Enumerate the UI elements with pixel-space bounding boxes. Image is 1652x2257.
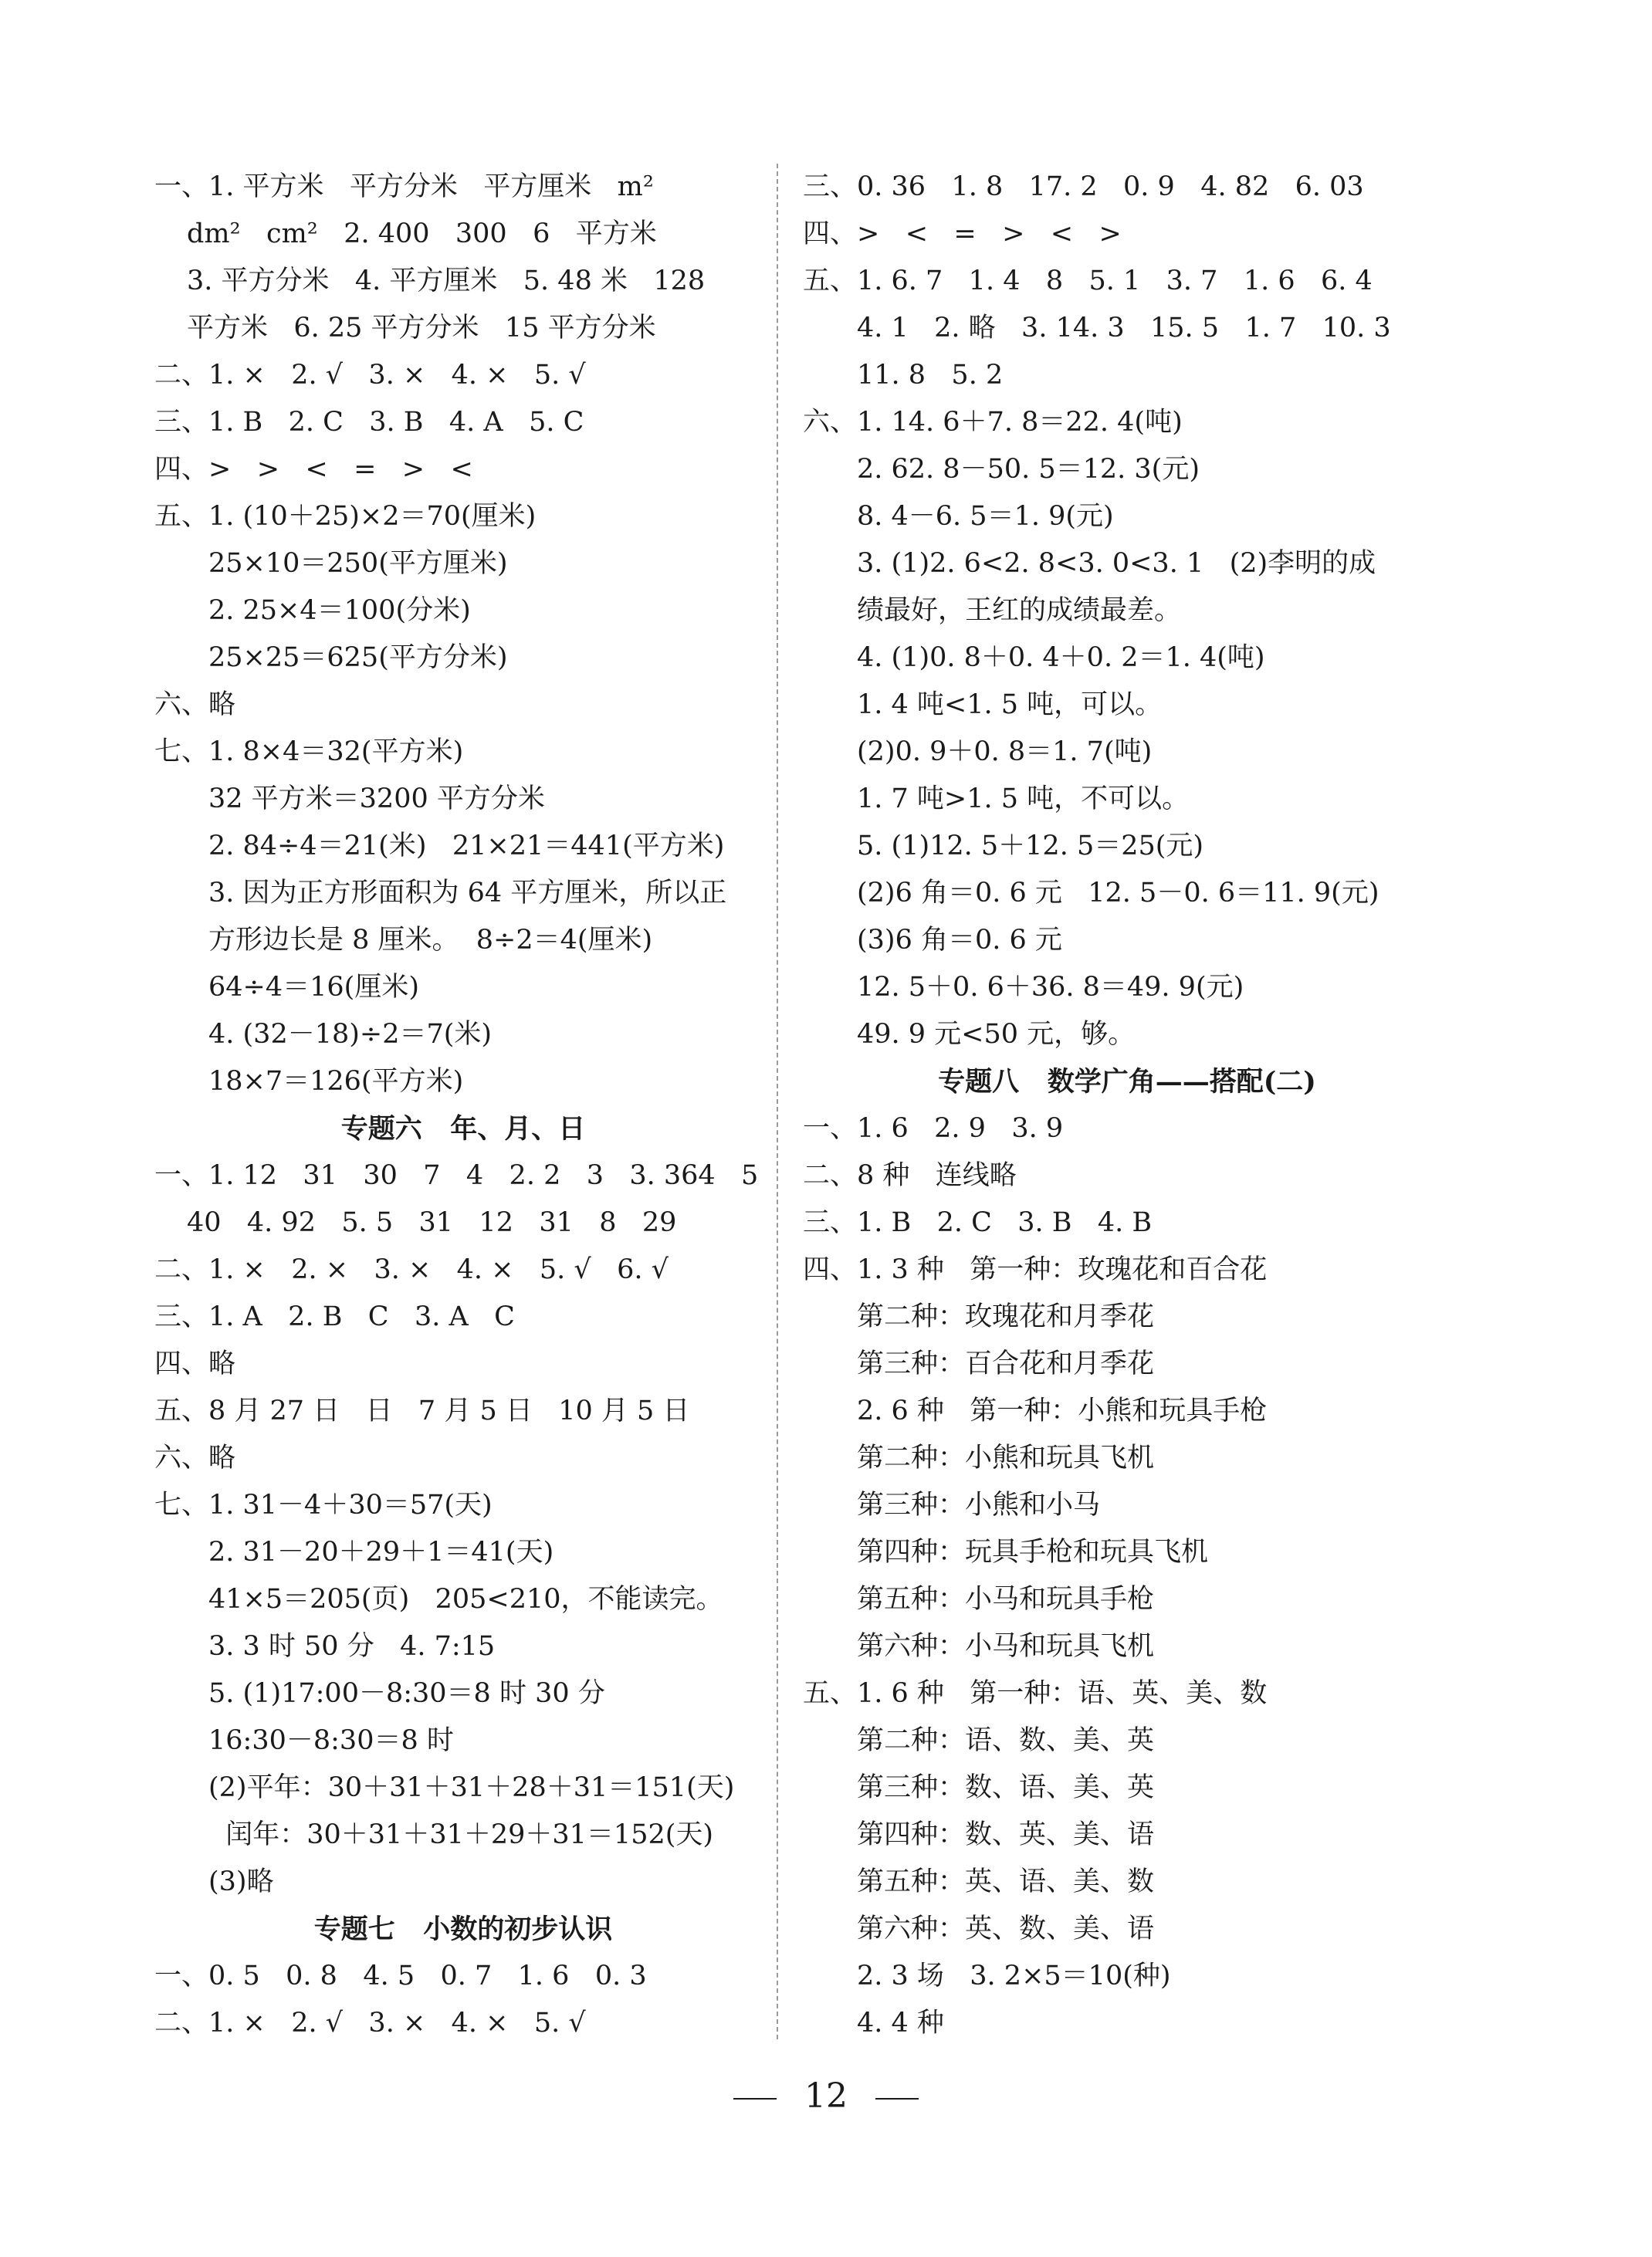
answer-line: 1. 7 吨>1. 5 吨，不可以。 — [857, 783, 1190, 814]
answer-line: 第三种：数、语、美、英 — [857, 1772, 1155, 1803]
answer-line: 五、1. 6 种 第一种：语、英、美、数 — [803, 1678, 1268, 1709]
answer-line: 第四种：数、英、美、语 — [857, 1819, 1155, 1850]
answer-line: 2. 62. 8－50. 5＝12. 3(元) — [857, 454, 1200, 485]
left-answer-column — [154, 164, 772, 2047]
answer-line: 三、1. A 2. B C 3. A C — [154, 1301, 515, 1332]
answer-line: 3. 3 时 50 分 4. 7:15 — [208, 1631, 496, 1662]
answer-line: (2)平年：30＋31＋31＋28＋31＝151(天) — [208, 1772, 735, 1803]
answer-line: 2. 84÷4＝21(米) 21×21＝441(平方米) — [208, 831, 725, 861]
answer-line: 方形边长是 8 厘米。 8÷2＝4(厘米) — [208, 925, 653, 956]
answer-line: 第六种：小马和玩具飞机 — [857, 1631, 1155, 1662]
answer-line: 第三种：百合花和月季花 — [857, 1348, 1155, 1379]
answer-line: 一、1. 平方米 平方分米 平方厘米 m² — [154, 171, 654, 202]
answer-line: 12. 5＋0. 6＋36. 8＝49. 9(元) — [857, 972, 1244, 1003]
answer-line: 三、0. 36 1. 8 17. 2 0. 9 4. 82 6. 03 — [803, 171, 1364, 202]
answer-line: 二、1. × 2. √ 3. × 4. × 5. √ — [154, 360, 586, 391]
answer-line: 18×7＝126(平方米) — [208, 1066, 464, 1097]
answer-line: 第二种：玫瑰花和月季花 — [857, 1301, 1155, 1332]
answer-line: 2. 31－20＋29＋1＝41(天) — [208, 1537, 554, 1568]
section-heading: 专题六 年、月、日 — [340, 1113, 586, 1145]
answer-line: 四、> > < = > < — [154, 454, 473, 485]
answer-line: 六、略 — [154, 689, 236, 720]
answer-line: 五、1. (10＋25)×2＝70(厘米) — [154, 501, 537, 532]
answer-line: 1. 4 吨<1. 5 吨，可以。 — [857, 689, 1163, 720]
section-heading: 专题八 数学广角——搭配(二) — [938, 1066, 1316, 1098]
answer-line: 4. 4 种 — [857, 2008, 944, 2039]
answer-line: 4. (32－18)÷2＝7(米) — [208, 1019, 493, 1050]
answer-line: 4. (1)0. 8＋0. 4＋0. 2＝1. 4(吨) — [857, 642, 1265, 673]
answer-line: 3. 平方分米 4. 平方厘米 5. 48 米 128 — [187, 266, 706, 296]
footer-dash-left — [733, 2098, 777, 2100]
answer-line: 49. 9 元<50 元，够。 — [857, 1019, 1136, 1050]
answer-line: 3. (1)2. 6<2. 8<3. 0<3. 1 (2)李明的成 — [857, 548, 1376, 579]
answer-line: 16:30－8:30＝8 时 — [208, 1725, 454, 1756]
answer-line: 第四种：玩具手枪和玩具飞机 — [857, 1537, 1209, 1568]
answer-line: 五、1. 6. 7 1. 4 8 5. 1 3. 7 1. 6 6. 4 — [803, 266, 1373, 296]
right-answer-column — [803, 164, 1451, 2047]
answer-line: 25×25＝625(平方分米) — [208, 642, 508, 673]
answer-line: 8. 4－6. 5＝1. 9(元) — [857, 501, 1114, 532]
answer-line: 平方米 6. 25 平方分米 15 平方分米 — [187, 313, 656, 343]
answer-line: 第二种：小熊和玩具飞机 — [857, 1443, 1155, 1474]
answer-line: 三、1. B 2. C 3. B 4. B — [803, 1207, 1153, 1238]
answer-line: (2)6 角＝0. 6 元 12. 5－0. 6＝11. 9(元) — [857, 878, 1379, 909]
section-heading: 专题七 小数的初步认识 — [313, 1914, 613, 1945]
answer-line: 七、1. 31－4＋30＝57(天) — [154, 1490, 493, 1521]
answer-line: 2. 25×4＝100(分米) — [208, 595, 471, 626]
answer-line: 闰年：30＋31＋31＋29＋31＝152(天) — [208, 1819, 714, 1850]
answer-line: 一、1. 12 31 30 7 4 2. 2 3 3. 364 5 — [154, 1160, 759, 1191]
answer-line: 四、> < = > < > — [803, 218, 1122, 249]
answer-line: 41×5＝205(页) 205<210，不能读完。 — [208, 1584, 723, 1615]
answer-line: 二、1. × 2. √ 3. × 4. × 5. √ — [154, 2008, 586, 2039]
answer-line: 第二种：语、数、美、英 — [857, 1725, 1155, 1756]
answer-line: 第五种：小马和玩具手枪 — [857, 1584, 1155, 1615]
answer-line: 64÷4＝16(厘米) — [208, 972, 419, 1003]
answer-line: 第五种：英、语、美、数 — [857, 1866, 1155, 1897]
answer-line: 第三种：小熊和小马 — [857, 1490, 1101, 1521]
answer-line: 六、略 — [154, 1443, 236, 1474]
answer-line: 一、1. 6 2. 9 3. 9 — [803, 1113, 1064, 1144]
answer-line: 40 4. 92 5. 5 31 12 31 8 29 — [187, 1207, 677, 1238]
answer-line: 二、8 种 连线略 — [803, 1160, 1017, 1191]
answer-line: 5. (1)17:00－8:30＝8 时 30 分 — [208, 1678, 605, 1709]
answer-line: 四、1. 3 种 第一种：玫瑰花和百合花 — [803, 1254, 1268, 1285]
answer-line: 三、1. B 2. C 3. B 4. A 5. C — [154, 407, 584, 438]
footer-dash-right — [875, 2098, 919, 2100]
answer-line: 七、1. 8×4＝32(平方米) — [154, 736, 464, 767]
answer-line: 4. 1 2. 略 3. 14. 3 15. 5 1. 7 10. 3 — [857, 313, 1391, 343]
answer-line: 32 平方米＝3200 平方分米 — [208, 783, 545, 814]
answer-line: 绩最好，王红的成绩最差。 — [857, 595, 1182, 626]
answer-line: 四、略 — [154, 1348, 236, 1379]
answer-line: 3. 因为正方形面积为 64 平方厘米，所以正 — [208, 878, 727, 909]
column-divider — [777, 164, 778, 2039]
answer-line: 第六种：英、数、美、语 — [857, 1914, 1155, 1944]
answer-line: 2. 6 种 第一种：小熊和玩具手枪 — [857, 1396, 1268, 1426]
answer-line: (3)略 — [208, 1866, 274, 1897]
answer-line: 六、1. 14. 6＋7. 8＝22. 4(吨) — [803, 407, 1183, 438]
answer-line: 二、1. × 2. × 3. × 4. × 5. √ 6. √ — [154, 1254, 669, 1285]
answer-line: 2. 3 场 3. 2×5＝10(种) — [857, 1961, 1171, 1991]
answer-line: 25×10＝250(平方厘米) — [208, 548, 508, 579]
answer-line: 五、8 月 27 日 日 7 月 5 日 10 月 5 日 — [154, 1396, 690, 1426]
answer-line: (2)0. 9＋0. 8＝1. 7(吨) — [857, 736, 1153, 767]
page-number: 12 — [804, 2076, 848, 2116]
answer-line: 5. (1)12. 5＋12. 5＝25(元) — [857, 831, 1204, 861]
page-footer — [0, 2076, 1652, 2116]
answer-line: 一、0. 5 0. 8 4. 5 0. 7 1. 6 0. 3 — [154, 1961, 647, 1991]
answer-line: 11. 8 5. 2 — [857, 360, 1004, 391]
answer-line: dm² cm² 2. 400 300 6 平方米 — [187, 218, 657, 249]
answer-line: (3)6 角＝0. 6 元 — [857, 925, 1062, 956]
